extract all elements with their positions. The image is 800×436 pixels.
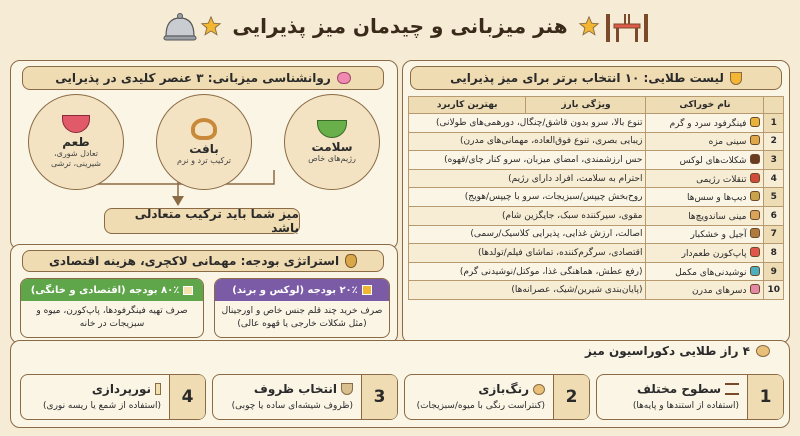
food-description: مقوی، سیرکننده سبک، جایگزین شام) [409,206,646,225]
decor-tip-4 [20,374,206,420]
element-taste [28,94,124,190]
row-number: 3 [764,151,784,170]
food-name-cell [646,188,764,207]
house-icon [183,286,193,295]
food-icon [750,191,760,201]
food-name: دیپ‌ها و سس‌ها [687,193,747,204]
food-description: احترام به سلامت، افراد دارای رژیم) [409,169,646,188]
texture-subtitle: ترکیب ترد و نرم [177,156,232,166]
decor-header: ۴ راز طلایی دکوراسیون میز [585,344,770,358]
food-name: تنقلات رژیمی [696,174,747,185]
food-name-cell [646,169,764,188]
food-name: پاپ‌کورن طعم‌دار [681,248,747,259]
food-icon [750,210,760,220]
food-name: سینی مزه [708,137,747,148]
salad-icon [317,120,347,138]
health-title: سلامت [311,140,353,155]
palette-icon [756,345,770,357]
food-name: نوشیدنی‌های مکمل [675,267,747,278]
candle-icon [155,383,161,395]
row-number: 5 [764,188,784,207]
star-icon [578,15,600,37]
column-header-num [764,97,784,114]
food-name-cell [646,114,764,133]
food-icon [750,154,760,164]
tongue-icon [62,115,90,133]
palette-icon [533,384,545,395]
star-icon [200,15,222,37]
row-number: 2 [764,132,784,151]
trophy-icon [730,72,742,85]
food-description: اقتصادی، سرگرم‌کننده، تماشای فیلم/تولدها) [409,244,646,263]
table-row [409,206,784,225]
taste-title: طعم [62,135,90,150]
food-icon [750,173,760,183]
food-name: فینگرفود سرد و گرم [669,118,747,129]
row-number: 4 [764,169,784,188]
tip-number: 1 [747,375,783,419]
tip-title: رنگ‌بازی [478,382,529,396]
table-row [409,132,784,151]
food-name-cell [646,225,764,244]
column-header: ویژگی بارز [526,97,646,114]
tip-number: 3 [361,375,397,419]
pretzel-icon [191,118,217,140]
page-title: هنر میزبانی و چیدمان میز پذیرایی [232,14,568,38]
health-subtitle: رژیم‌های خاص [308,154,356,164]
food-name-cell [646,206,764,225]
dishes-icon [341,383,353,395]
row-number: 1 [764,114,784,133]
economy-budget-text: صرف تهیه فینگرفودها، پاپ‌کورن، میوه و سبزیجات در خانه [36,306,188,330]
golden-list-header: لیست طلایی: ۱۰ انتخاب برتر برای میز پذیرایی [410,66,782,90]
row-number: 10 [764,281,784,300]
brain-icon [337,72,351,84]
tip-subtitle: (استفاده از شمع یا ریسه نوری) [43,401,161,411]
food-description: (رفع عطش، هماهنگی غذا، موکتل/نوشیدنی گرم) [409,262,646,281]
food-name: شکلات‌های لوکس [679,155,747,166]
food-icon [750,284,760,294]
food-description: (پایان‌بندی شیرین/شیک، عصرانه‌ها) [409,281,646,300]
tip-number: 2 [553,375,589,419]
table-row [409,169,784,188]
table-header-row [409,97,784,114]
food-description: تنوع بالا، سرو بدون قاشق/چنگال، دورهمی‌های طولانی) [409,114,646,133]
food-name: دسرهای مدرن [692,286,747,297]
money-bag-icon [345,254,357,268]
decor-tip-1 [596,374,784,420]
texture-title: بافت [189,142,219,157]
food-icon [750,266,760,276]
food-description: زیبایی بصری، تنوع فوق‌العاده، مهمانی‌های مدرن) [409,132,646,151]
tip-number: 4 [169,375,205,419]
food-name-cell [646,151,764,170]
food-name-cell [646,244,764,263]
food-icon [750,117,760,127]
balance-result: میز شما باید ترکیب متعادلی باشد [104,208,300,234]
table-row [409,262,784,281]
tip-subtitle: (کنتراست رنگی با میوه/سبزیجات) [416,401,545,411]
page-title-bar [0,2,800,50]
food-icon [750,135,760,145]
row-number: 7 [764,225,784,244]
taste-subtitle: تعادل شوری، شیرینی، ترشی [51,149,101,168]
gift-icon [362,285,372,295]
tip-title: سطوح مختلف [636,382,721,396]
tip-title: نورپردازی [91,382,151,396]
budget-header: استراتژی بودجه: مهمانی لاکچری، هزینه اقتصادی [22,250,384,272]
stand-icon [725,383,739,395]
food-name-cell [646,281,764,300]
food-description: روح‌بخش چیپس/سبزیجات، سرو با چیپس/هویج) [409,188,646,207]
tip-title: انتخاب ظروف [253,382,337,396]
table-row [409,114,784,133]
luxury-budget-title: ۲۰٪ بودجه (لوکس و برند) [215,279,389,301]
cloche-icon [162,10,198,44]
decor-tip-2 [404,374,590,420]
table-row [409,244,784,263]
economy-budget-card [20,278,204,338]
psychology-header: روانشناسی میزبانی: ۳ عنصر کلیدی در پذیرایی [22,66,384,90]
food-icon [750,247,760,257]
element-texture [156,94,252,190]
decor-tip-3 [212,374,398,420]
luxury-budget-text: صرف خرید چند قلم جنس خاص و اورجینال (مثل شکلات خارجی یا قهوه عالی) [221,306,383,330]
food-name-cell [646,262,764,281]
food-name-cell [646,132,764,151]
food-description: اصالت، ارزش غذایی، پذیرایی کلاسیک/رسمی) [409,225,646,244]
element-health [284,94,380,190]
food-name: آجیل و خشکبار [690,230,747,241]
table-row [409,225,784,244]
food-icon [750,228,760,238]
food-description: حس ارزشمندی، امضای میزبان، سرو کنار چای/قهوه) [409,151,646,170]
economy-budget-title: ۸۰٪ بودجه (اقتصادی و خانگی) [21,279,203,301]
table-row [409,188,784,207]
tip-subtitle: (استفاده از استندها و پایه‌ها) [632,401,739,411]
column-header: نام خوراکی [646,97,764,114]
tip-subtitle: (ظروف شیشه‌ای ساده یا چوبی) [231,401,353,411]
row-number: 6 [764,206,784,225]
row-number: 8 [764,244,784,263]
column-header: بهترین کاربرد [409,97,526,114]
table-row [409,281,784,300]
golden-list-table [408,96,784,300]
table-row [409,151,784,170]
luxury-budget-card [214,278,390,338]
food-name: مینی ساندویچ‌ها [688,211,747,222]
dining-table-icon [604,8,650,46]
row-number: 9 [764,262,784,281]
